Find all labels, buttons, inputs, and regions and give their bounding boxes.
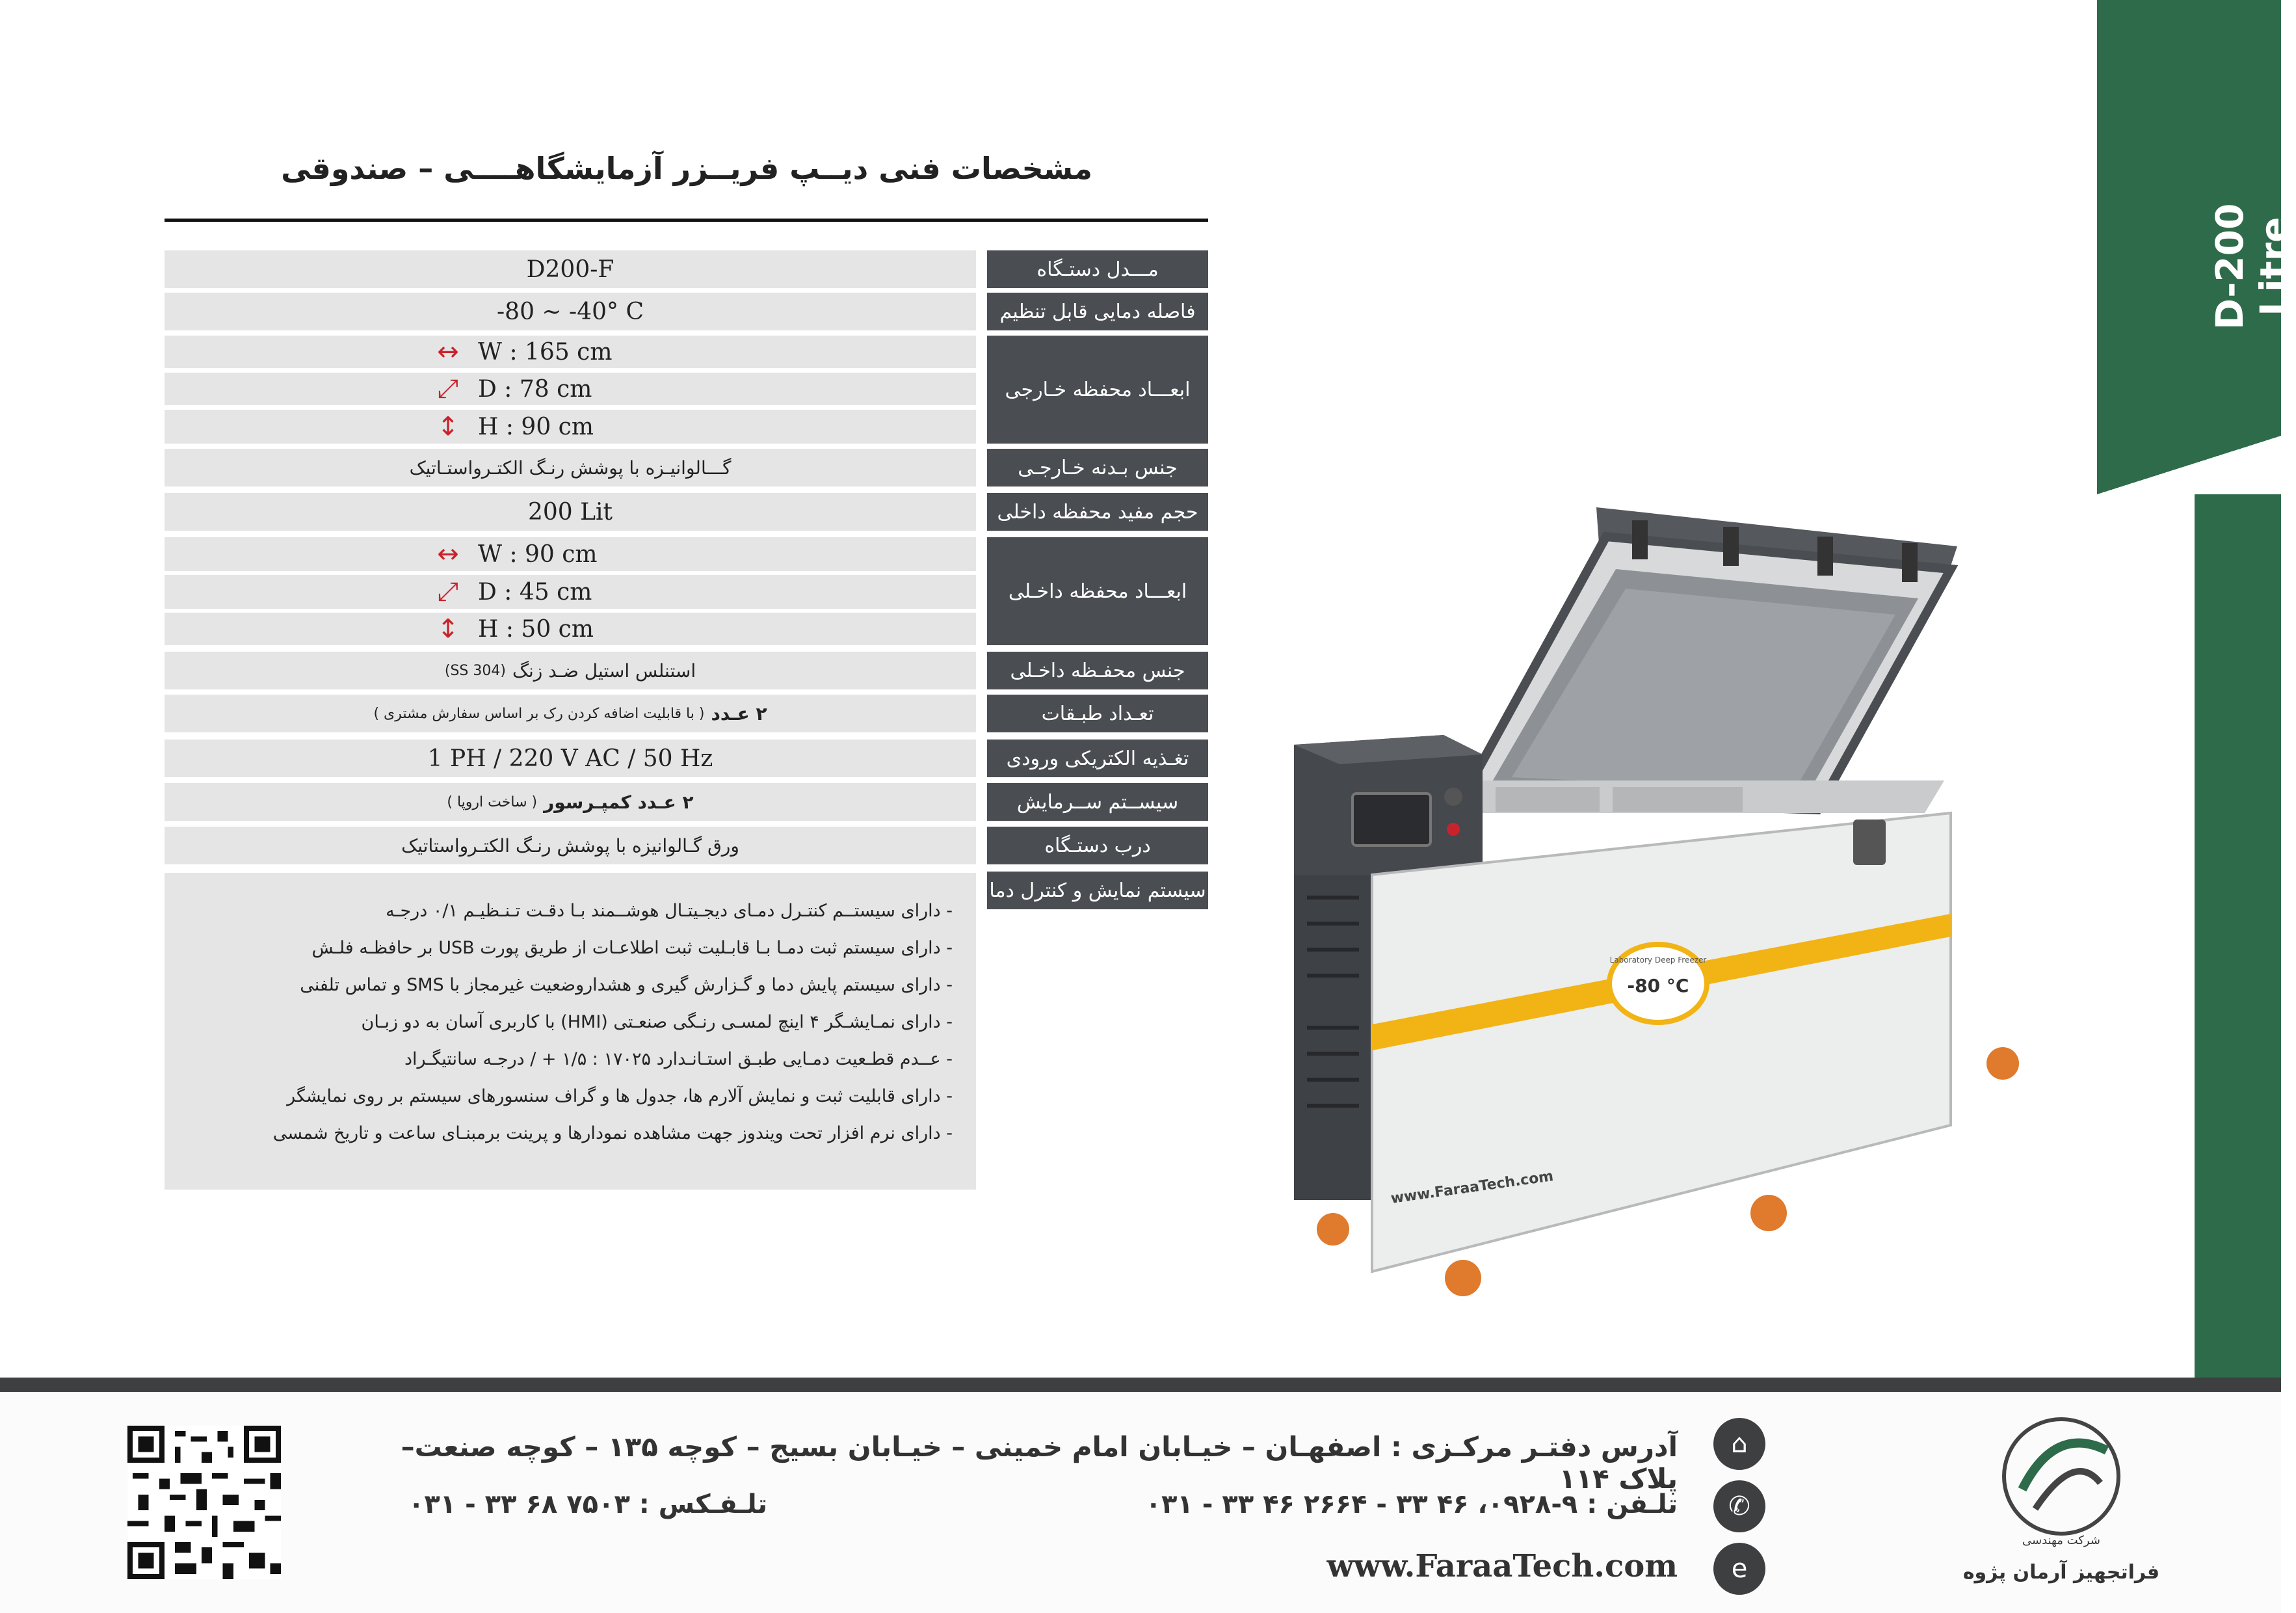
shelves-note: ( با قابلیت اضافه کردن رک بر اساس سفارش مشتری ) [373, 705, 705, 722]
spec-value [165, 575, 976, 609]
cooling-text: ۲ عـدد کمپـرسور [544, 791, 694, 813]
spec-label: جنس محفـظه داخـلی [987, 652, 1208, 689]
feature-item: - دارای نمـایشـگر ۴ اینچ لمسـی رنـگی صنعـتی (HMI) با کاربری آسان به دو زبـان [178, 1004, 953, 1041]
spec-row-volume [165, 493, 1208, 531]
logo-name: فراتجهیز آرمان پژوه [1962, 1561, 2160, 1584]
feature-item: - دارای سیستــم کنتـرل دمـای دیجـیتـال هوشــمند بـا دقـت تـنـظیـم ۰/۱ درجـه [178, 892, 953, 929]
spec-label: سیســتم ســرمایش [987, 783, 1208, 821]
double-arrow-icon: ↕ [437, 614, 459, 644]
spec-value: D200-F [165, 250, 976, 288]
spec-label: تغـذیه الکتریکی ورودی [987, 740, 1208, 777]
spec-row-temp [165, 293, 1208, 330]
double-arrow-icon: ↕ [437, 412, 459, 442]
dim-depth: D : 78 cm [478, 375, 592, 403]
spec-value [165, 336, 976, 368]
inner-material-text: استنلس استیل ضـد زنگ [512, 660, 696, 682]
dim-width: W : 90 cm [478, 540, 598, 568]
spec-row-outer-body [165, 449, 1208, 487]
double-arrow-icon: ⤢ [438, 577, 458, 607]
logo-subtitle: شرکت مهندسی [2022, 1534, 2100, 1547]
spec-value: -80 ~ -40° C [165, 293, 976, 330]
spec-label: تعـداد طبـقات [987, 695, 1208, 732]
spec-row-shelves [165, 695, 1208, 732]
home-icon: ⌂ [1713, 1418, 1765, 1470]
spec-label: مـــدل دستـگاه [987, 250, 1208, 288]
spec-label: درب دستـگاه [987, 827, 1208, 864]
dim-height: H : 90 cm [478, 413, 594, 440]
footer-address: آدرس دفتـر مرکـزی : اصفهـان – خیـابان امام خمینی – خیـابان بسیج – کوچه ۱۳۵ – کوچه صنعت– پلاک ۱۱۴ [401, 1431, 1678, 1495]
brand-url-on-body: www.FaraaTech.com [1390, 1168, 1555, 1207]
features-box [165, 873, 976, 1190]
feature-item: - دارای نرم افزار تحت ویندوز جهت مشاهده نمودارها و پرینت برمبنـای ساعت و تاریخ شمسی [178, 1115, 953, 1152]
spec-label: جنس بـدنه خـارجـی [987, 449, 1208, 487]
spec-row-model [165, 250, 1208, 288]
feature-item: - دارای قابلیت ثبت و نمایش آلارم ها، جدول ها و گراف سنسورهای سیستم بر روی نمایشگر [178, 1078, 953, 1115]
spec-value [165, 695, 976, 732]
spec-row-inner-material [165, 652, 1208, 689]
spec-row-cooling [165, 783, 1208, 821]
panel-caption: Laboratory Deep Freezer [1609, 955, 1707, 965]
spec-value: 1 PH / 220 V AC / 50 Hz [165, 740, 976, 777]
spec-value: ورق گـالوانیزه با پوشش رنـگ الکتـرواستاتیک [165, 827, 976, 864]
spec-value [165, 652, 976, 689]
freezer-image [1294, 507, 2042, 1301]
spec-row-power [165, 740, 1208, 777]
spec-value [165, 537, 976, 571]
features-list [165, 873, 976, 1152]
side-product-label: D-200 Litre [2208, 203, 2296, 330]
spec-label: سیستم نمایش و کنترل دما [987, 872, 1208, 909]
cooling-origin: ( ساخت اروپا ) [447, 793, 538, 810]
spec-row-door [165, 827, 1208, 864]
double-arrow-icon: ↔ [437, 539, 459, 569]
footer-phone: تلـفن : ۹-۰۹۲۸، ۴۶ ۳۳ - ۲۶۶۴ ۴۶ ۳۳ - ۰۳۱ [1145, 1489, 1678, 1519]
feature-item: - دارای سیستم ثبت دمـا بـا قابـلیت ثبت اطلاعـات از طریق پورت USB بر حافظـه فلـش [178, 929, 953, 966]
spec-label: فاصله دمایی قابل تنظیم [987, 293, 1208, 330]
spec-label: ابعـــاد محفظه داخـلی [987, 537, 1208, 645]
page-title: مشخصات فنی دیــپ فریــزر آزمایشگاهــــی – صندوقی [281, 151, 1092, 186]
dim-height: H : 50 cm [478, 615, 594, 643]
footer-website[interactable]: www.FaraaTech.com [1326, 1548, 1678, 1584]
spec-value [165, 783, 976, 821]
dim-depth: D : 45 cm [478, 578, 592, 606]
footer-fax: تلـفـکس : ۷۵۰۳ ۶۸ ۳۳ - ۰۳۱ [408, 1489, 767, 1519]
web-icon[interactable]: e [1713, 1543, 1765, 1595]
title-rule [165, 219, 1208, 222]
spec-value [165, 613, 976, 645]
panel-temp: -80 °C [1627, 975, 1689, 996]
spec-value [165, 373, 976, 405]
feature-item: - عــدم قطـعیت دمـایی طبـق استـانـدارد ۱۷۰۲۵ : ۱/۵ + / درجـه سانتیگـراد [178, 1041, 953, 1078]
footer-band [0, 1378, 2281, 1392]
double-arrow-icon: ⤢ [438, 374, 458, 404]
spec-label: حجم مفید محفظه داخلی [987, 493, 1208, 531]
spec-value [165, 410, 976, 444]
dim-width: W : 165 cm [478, 338, 613, 366]
shelves-count: ۲ عـدد [711, 702, 767, 725]
spec-value: 200 Lit [165, 493, 976, 531]
spec-label: ابعـــاد محفظه خـارجی [987, 336, 1208, 444]
double-arrow-icon: ↔ [437, 337, 459, 367]
qr-code [127, 1426, 281, 1579]
feature-item: - دارای سیستم پایش دما و گـزارش گیری و هشداروضعیت غیرمجاز با SMS و تماس تلفنی [178, 966, 953, 1004]
inner-material-grade: (SS 304) [444, 662, 506, 679]
phone-icon: ✆ [1713, 1480, 1765, 1532]
spec-value: گـــالوانیـزه با پوشش رنـگ الکتـرواستـاتیک [165, 449, 976, 487]
spec-row-outer-dims [165, 336, 1208, 444]
spec-row-inner-dims [165, 537, 1208, 645]
